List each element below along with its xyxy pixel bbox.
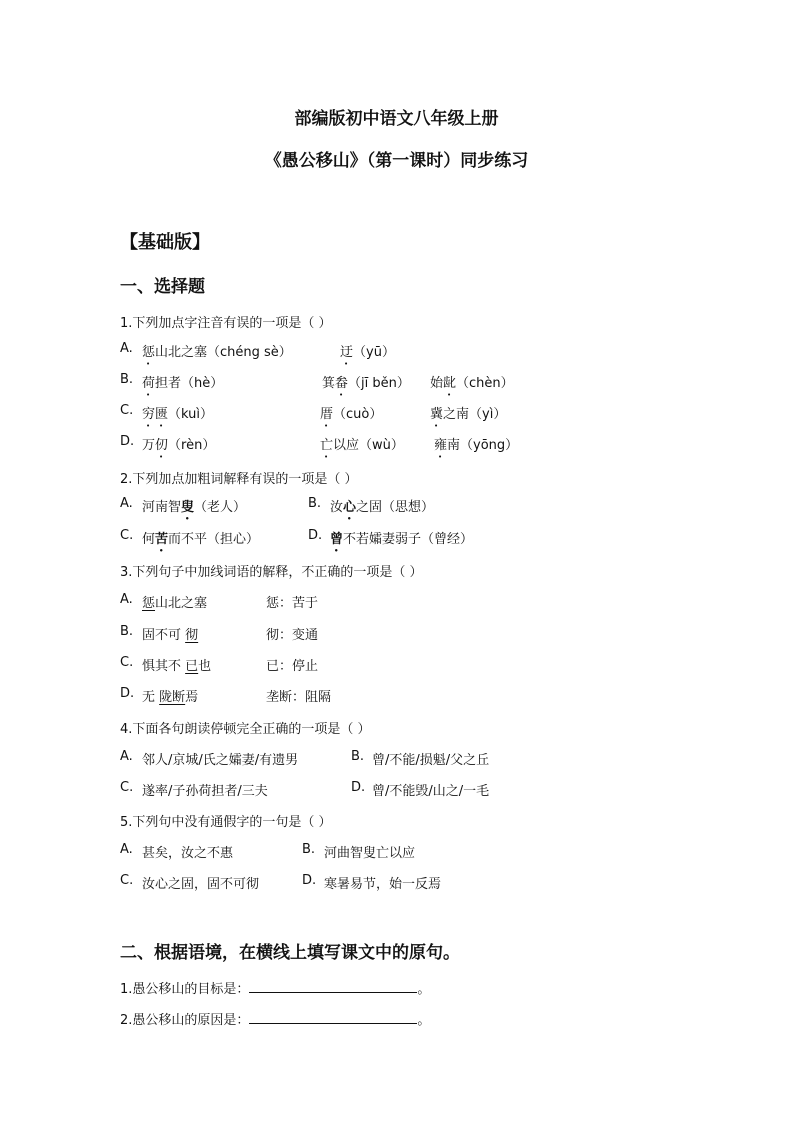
underlined-word: 已 xyxy=(185,659,199,674)
dotted-char: 亡 xyxy=(320,438,334,453)
option-letter: D. xyxy=(120,434,135,449)
section-2-heading: 二、根据语境，在横线上填写课文中的原句。 xyxy=(120,943,460,963)
q5-stem: 5.下列句中没有通假字的一句是（ ） xyxy=(120,815,332,830)
option-text: 惩山北之塞（chéng sè） xyxy=(142,345,292,360)
dotted-char: 荷 xyxy=(142,376,156,391)
option-letter: B. xyxy=(120,372,134,387)
q3-stem: 3.下列句子中加线词语的解释，不正确的一项是（ ） xyxy=(120,565,423,580)
document-subtitle: 《愚公移山》（第一课时）同步练习 xyxy=(264,151,529,171)
fill-in-item xyxy=(120,978,430,997)
dotted-char: 冀 xyxy=(430,407,444,422)
option-letter: A. xyxy=(120,592,133,607)
option-text: 固不可 彻 xyxy=(142,628,199,643)
option-text: 河曲智叟亡以应 xyxy=(324,846,416,861)
section-1-heading: 一、选择题 xyxy=(120,277,205,297)
option-text: 无 陇断焉 xyxy=(142,690,199,705)
dotted-char: 穷匮 xyxy=(142,407,169,422)
option-text: 曾不若孀妻弱子（曾经） xyxy=(330,532,474,547)
dotted-char: 叟 xyxy=(181,500,195,515)
option-text: 雍南（yōng） xyxy=(434,438,519,453)
fill-in-label: 2.愚公移山的原因是： xyxy=(120,1013,250,1028)
dotted-char: 龀 xyxy=(443,376,457,391)
option-text: 甚矣，汝之不惠 xyxy=(142,846,234,861)
option-text: 邻人/京城/氏之孀妻/有遗男 xyxy=(142,753,299,768)
q2-stem: 2.下列加点加粗词解释有误的一项是（ ） xyxy=(120,472,358,487)
dotted-char: 畚 xyxy=(335,376,349,391)
option-text: 箕畚（jī běn） xyxy=(322,376,410,391)
option-letter: B. xyxy=(308,496,322,511)
dotted-char: 心 xyxy=(343,500,357,515)
fill-in-end: 。 xyxy=(417,982,431,997)
option-text: 冀之南（yì） xyxy=(430,407,507,422)
q1-stem: 1.下列加点字注音有误的一项是（ ） xyxy=(120,316,332,331)
underlined-word: 彻 xyxy=(185,628,199,643)
dotted-char: 惩 xyxy=(142,345,156,360)
option-text: 万仞（rèn） xyxy=(142,438,216,453)
option-text: 曾/不能/损魁/父之丘 xyxy=(372,753,490,768)
option-letter: A. xyxy=(120,496,133,511)
option-letter: B. xyxy=(302,842,316,857)
option-gloss: 已：停止 xyxy=(266,659,319,674)
dotted-char: 迂 xyxy=(340,345,354,360)
option-text: 曾/不能毁/山之/一毛 xyxy=(372,784,490,799)
q4-stem: 4.下面各句朗读停顿完全正确的一项是（ ） xyxy=(120,722,371,737)
dotted-char: 曾 xyxy=(330,532,344,547)
option-letter: D. xyxy=(120,686,135,701)
answer-blank[interactable] xyxy=(249,980,417,993)
option-letter: C. xyxy=(120,780,134,795)
option-letter: C. xyxy=(120,403,134,418)
option-text: 始龀（chèn） xyxy=(430,376,514,391)
option-text: 汝心之固（思想） xyxy=(330,500,435,515)
fill-in-end: 。 xyxy=(417,1013,431,1028)
option-letter: A. xyxy=(120,749,133,764)
option-text: 亡以应（wù） xyxy=(320,438,404,453)
option-text: 惩山北之塞 xyxy=(142,596,208,611)
option-letter: D. xyxy=(351,780,366,795)
option-text: 汝心之固，固不可彻 xyxy=(142,877,260,892)
fill-in-item xyxy=(120,1009,430,1028)
option-text: 迂（yū） xyxy=(340,345,395,360)
dotted-char: 雍 xyxy=(434,438,448,453)
dotted-char: 仞 xyxy=(155,438,169,453)
option-letter: B. xyxy=(120,624,134,639)
option-text: 遂率/子孙荷担者/三夫 xyxy=(142,784,268,799)
option-letter: A. xyxy=(120,842,133,857)
option-letter: A. xyxy=(120,341,133,356)
option-gloss: 彻：变通 xyxy=(266,628,319,643)
option-text: 厝（cuò） xyxy=(320,407,383,422)
option-letter: C. xyxy=(120,873,134,888)
option-letter: B. xyxy=(351,749,365,764)
option-text: 河南智叟（老人） xyxy=(142,500,247,515)
option-letter: C. xyxy=(120,655,134,670)
underlined-word: 陇断 xyxy=(159,690,186,705)
option-letter: C. xyxy=(120,528,134,543)
option-text: 穷匮（kuì） xyxy=(142,407,213,422)
option-gloss: 垄断：阻隔 xyxy=(266,690,332,705)
option-letter: D. xyxy=(308,528,323,543)
option-text: 寒暑易节，始一反焉 xyxy=(324,877,442,892)
edition-label: 【基础版】 xyxy=(120,232,210,253)
option-gloss: 惩：苦于 xyxy=(266,596,319,611)
dotted-char: 苦 xyxy=(155,532,169,547)
option-text: 荷担者（hè） xyxy=(142,376,224,391)
option-text: 何苦而不平（担心） xyxy=(142,532,260,547)
option-letter: D. xyxy=(302,873,317,888)
dotted-char: 厝 xyxy=(320,407,334,422)
answer-blank[interactable] xyxy=(249,1011,417,1024)
document-title: 部编版初中语文八年级上册 xyxy=(294,109,499,129)
fill-in-label: 1.愚公移山的目标是： xyxy=(120,982,250,997)
option-text: 惧其不 已也 xyxy=(142,659,212,674)
underlined-word: 惩 xyxy=(142,596,156,611)
